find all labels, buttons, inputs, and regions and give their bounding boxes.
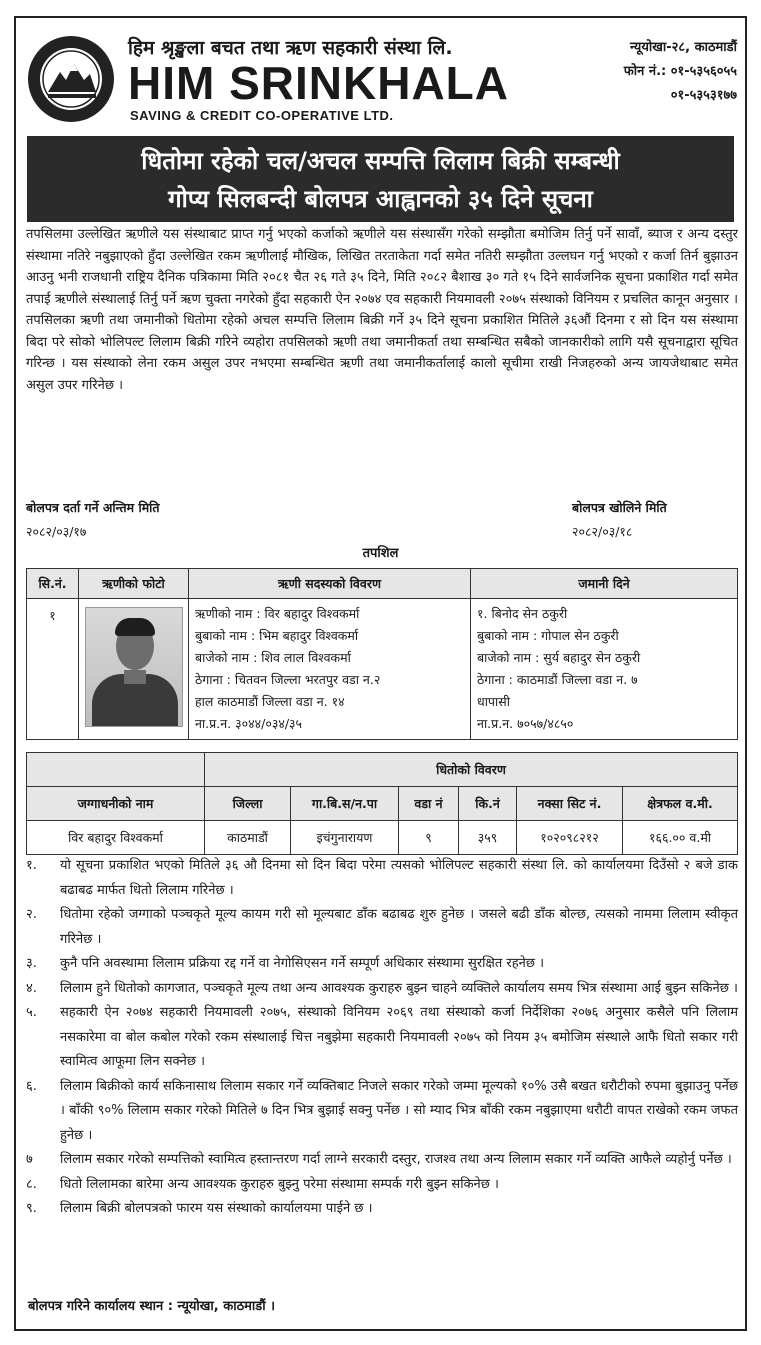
borrower-grandfather: बाजेको नाम : शिव लाल विश्वकर्मा	[195, 650, 351, 665]
borrower-citizenship: ना.प्र.न. ३०४४/०३४/३५	[195, 716, 303, 731]
guarantor-father: बुबाको नाम : गोपाल सेन ठकुरी	[477, 628, 619, 643]
header-owner: जग्गाधनीको नाम	[27, 787, 205, 821]
borrower-father: बुबाको नाम : भिम बहादुर विश्वकर्मा	[195, 628, 359, 643]
note-text: लिलाम बिक्रीको कार्य सकिनासाथ लिलाम सकार गर्ने व्यक्तिबाट निजले सकार गरेको जम्मा मूल्यको १०% उसै बखत धरौटीको रुपमा बुझाउनु पर्नेछ । बाँकी ९०% लिलाम सकार गरेको मितिले ७ दिन भित्र बुझाई सक्नु पर्नेछ । सो म्याद भित्र बाँकी रकम नबुझाएमा धरौटी वापत राखेको रकम जफत हुनेछ ।	[60, 1078, 738, 1143]
list-item	[26, 952, 738, 977]
phone-secondary: ०१-५३५३१७७	[670, 88, 737, 103]
header-map-sheet: नक्सा सिट नं.	[517, 787, 623, 821]
list-item	[26, 1197, 738, 1222]
borrower-address: ठेगाना : चितवन जिल्ला भरतपुर वडा न.२	[195, 672, 381, 687]
note-text: सहकारी ऐन २०७४ सहकारी नियमावली २०७५, संस्थाको विनियम २०६९ तथा संस्थाको कर्जा निर्देशिका २०७६ अनुसार कसैले पनि लिलाम नसकारेमा वा बोल कबोल गरेको रकम संस्थालाई चित्त नबुझेमा सहकारी नियमावली २०७५ को नियम ३५ बमोजिम संस्थाले आफै धितो सकार गरी स्वामित्व आफूमा लिन सक्नेछ ।	[60, 1005, 738, 1069]
note-number: २.	[26, 907, 37, 922]
note-number: ३.	[26, 956, 37, 971]
note-number: ६.	[26, 1078, 37, 1094]
header-district: जिल्ला	[205, 787, 291, 821]
note-text: धितो लिलामका बारेमा अन्य आवश्यक कुराहरु बुझ्नु परेमा संस्थामा सम्पर्क गरी बुझ्न सकिनेछ ।	[60, 1176, 499, 1192]
header-area: क्षेत्रफल व.मी.	[623, 787, 738, 821]
header-guarantor: जमानी दिने	[471, 569, 738, 599]
table-row	[27, 821, 738, 855]
cooperative-logo-icon	[26, 34, 116, 124]
note-text: लिलाम बिक्री बोलपत्रको फारम यस संस्थाको कार्यालयमा पाईने छ ।	[60, 1201, 373, 1216]
open-date-label: बोलपत्र खोलिने मिति	[572, 500, 667, 515]
note-number: ७	[26, 1152, 33, 1167]
list-item	[26, 977, 738, 1002]
title-line-2: गोप्य सिलबन्दी बोलपत्र आह्वानको ३५ दिने सूचना	[168, 185, 593, 213]
title-line-1: धितोमा रहेको चल/अचल सम्पत्ति लिलाम बिक्री सम्बन्धी	[141, 147, 620, 175]
guarantor-address-2: धापासी	[477, 694, 510, 709]
photo-cell	[79, 599, 189, 740]
header	[16, 20, 745, 130]
org-name-nepali: हिम श्रृङ्खला बचत तथा ऋण सहकारी संस्था लि.	[128, 37, 453, 59]
phone-primary: फोन नं.: ०१-५३५६०५५	[623, 64, 737, 79]
guarantor-address: ठेगाना : काठमाडौं जिल्ला वडा न. ७	[477, 672, 638, 687]
header-borrower: ऋणी सदस्यको विवरण	[189, 569, 471, 599]
borrower-current-address: हाल काठमाडौं जिल्ला वडा न. १४	[195, 694, 345, 709]
note-number: ४.	[26, 980, 37, 996]
borrower-table-header	[27, 569, 738, 599]
list-item	[26, 1075, 738, 1149]
land-group-header: धितोको विवरण	[205, 753, 738, 787]
table-title: तपशिल	[362, 546, 399, 561]
submit-date-label: बोलपत्र दर्ता गर्ने अन्तिम मिति	[26, 500, 160, 515]
cell-map-sheet: १०२०९८२१२	[517, 821, 623, 855]
table-row	[27, 599, 738, 740]
serial-number: १	[27, 599, 79, 740]
body-paragraph: तपसिलमा उल्लेखित ऋणीले यस संस्थाबाट प्राप्त गर्नु भएको कर्जाको ऋणीले यस संस्थासँग गरेको सम्झौता बमोजिम तिर्नु पर्ने सावाँ, ब्याज र अन्य दस्तुर संस्थामा नतिरे नबुझाएको हुँदा उल्लेखित रकम ऋणीलाई मौखिक, लिखित तरताकेता गर्दा समेत नतिरी सम्झौता उल्लघन गर्नु भएको र कर्जा तिर्न बुझाउन आउनु भनी राजधानी राष्ट्रिय दैनिक पत्रिकामा मिति २०८१ चैत २६ गते ३५ दिने, मिति २०८२ बैशाख ३० गते १५ दिने सार्वजनिक सूचना प्रकाशित गर्दा समेत तपाई ऋणीले संस्थालाई तिर्नु पर्ने ऋण चुक्ता नगरेको हुँदा सहकारी ऐन २०७४ एव सहकारी नियमावली २०७५ संस्थाको विनियम र प्रचलित कानून अनुसार । तपसिलका ऋणी तथा जमानीको धितोमा रहेको अचल सम्पत्ति लिलाम बिक्री गर्ने ३५ दिने सूचना प्रकाशित मितिले ३६औं दिनमा र सो दिन यस संस्थामा बिदा परे सोको भोलिपल्ट लिलाम बिक्री गरिने व्यहोरा तपसिलको ऋणी तथा जमानीकर्ता तथा सम्बन्धित सबैको जानकारीको लागि यसै सूचनाद्वारा सूचित गरिन्छ । यस संस्थाको लेना रकम असुल उपर नभएमा सम्बन्धित ऋणी तथा जमानीकर्तालाई कालो सूचीमा राखी निजहरुको अन्य जायजेथाबाट समेत असुल उपर गरिनेछ ।	[26, 227, 738, 393]
submit-date-block	[26, 496, 160, 544]
note-text: कुनै पनि अवस्थामा लिलाम प्रक्रिया रद्द गर्ने वा नेगोसिएसन गर्ने सम्पूर्ण अधिकार संस्थामा सुरक्षित रहनेछ ।	[60, 956, 544, 971]
guarantor-grandfather: बाजेको नाम : सुर्य बहादुर सेन ठकुरी	[477, 650, 641, 665]
list-item	[26, 1173, 738, 1198]
land-group-header-row	[27, 753, 738, 787]
org-name-english: HIM SRINKHALA	[128, 57, 509, 109]
address: न्यूयोखा-२८, काठमाडौं	[629, 40, 737, 55]
cell-area: १६६.०० व.मी	[623, 821, 738, 855]
cell-plot: ३५९	[459, 821, 517, 855]
header-photo: ऋणीको फोटो	[79, 569, 189, 599]
land-header-row	[27, 787, 738, 821]
title-banner	[27, 136, 734, 222]
borrower-photo	[85, 607, 183, 727]
list-item	[26, 903, 738, 952]
note-number: १.	[26, 858, 37, 873]
note-number: ९.	[26, 1201, 37, 1216]
land-table	[26, 752, 738, 855]
note-number: ८.	[26, 1176, 37, 1192]
cell-vdc: इचंगुनारायण	[291, 821, 399, 855]
land-group-blank	[27, 753, 205, 787]
org-subtitle: SAVING & CREDIT CO-OPERATIVE LTD.	[130, 108, 394, 123]
note-text: लिलाम सकार गरेको सम्पत्तिको स्वामित्व हस्तान्तरण गर्दा लाग्ने सरकारी दस्तुर, राजश्व तथा अन्य लिलाम सकार गर्ने व्यक्ति आफैले व्यहोर्नु पर्नेछ ।	[60, 1152, 732, 1167]
header-ward: वडा नं	[399, 787, 459, 821]
header-vdc: गा.बि.स/न.पा	[291, 787, 399, 821]
submit-date-value: २०८२/०३/१७	[26, 524, 87, 539]
cell-ward: ९	[399, 821, 459, 855]
note-text: धितोमा रहेको जग्गाको पञ्चकृते मूल्य कायम गरी सो मूल्यबाट डाँक बढाबढ शुरु हुनेछ । जसले बढी डाँक बोल्छ, त्यसको नाममा लिलाम स्वीकृत गरिनेछ ।	[60, 907, 738, 947]
header-serial: सि.नं.	[27, 569, 79, 599]
guarantor-details	[471, 599, 738, 740]
guarantor-name: १. बिनोद सेन ठकुरी	[477, 606, 568, 621]
list-item	[26, 854, 738, 903]
cell-district: काठमाडौं	[205, 821, 291, 855]
cell-owner: विर बहादुर विश्वकर्मा	[27, 821, 205, 855]
open-date-value: २०८२/०३/१८	[572, 524, 633, 539]
note-number: ५.	[26, 1005, 37, 1020]
borrower-details	[189, 599, 471, 740]
notes-list	[26, 854, 738, 1222]
borrower-table	[26, 568, 738, 740]
borrower-name: ऋणीको नाम : विर बहादुर विश्वकर्मा	[195, 606, 360, 621]
note-text: लिलाम हुने धितोको कागजात, पञ्चकृते मूल्य तथा अन्य आवश्यक कुराहरु बुझ्न चाहने व्यक्तिले कार्यालय समय भित्र संस्थामा आई बुझ्न सकिनेछ ।	[60, 980, 738, 996]
submission-location: बोलपत्र गरिने कार्यालय स्थान : न्यूयोखा, काठमाडौं ।	[28, 1299, 276, 1314]
dates-block	[26, 496, 738, 540]
header-plot: कि.नं	[459, 787, 517, 821]
contact-block	[624, 36, 737, 108]
list-item	[26, 1148, 738, 1173]
list-item	[26, 1001, 738, 1075]
note-text: यो सूचना प्रकाशित भएको मितिले ३६ औ दिनमा सो दिन बिदा परेमा त्यसको भोलिपल्ट सहकारी संस्था लि. को कार्यालयमा दिउँसो २ बजे डाक बढाबढ मार्फत धितो लिलाम गरिनेछ ।	[60, 858, 738, 898]
guarantor-citizenship: ना.प्र.न. ७०५७/४८५०	[477, 716, 574, 731]
open-date-block	[572, 496, 667, 544]
